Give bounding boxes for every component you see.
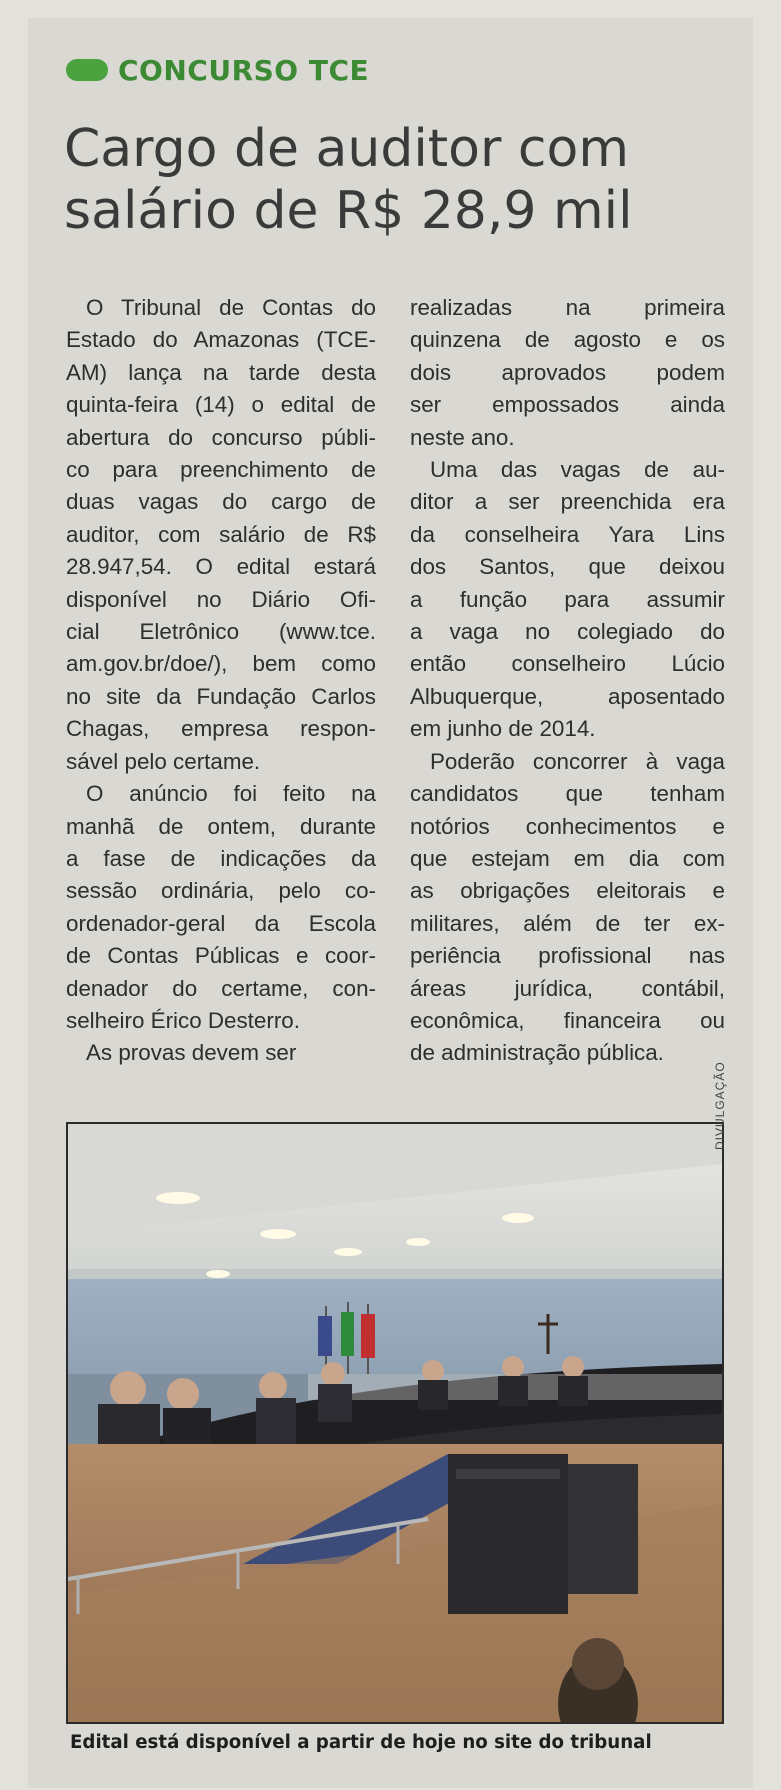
article-line: áreas jurídica, contábil, xyxy=(410,975,725,1001)
article-line: am.gov.br/doe/), bem como xyxy=(66,651,376,677)
article-line: notórios conhecimentos e xyxy=(410,813,725,839)
article-line: realizadas na primeira xyxy=(410,295,725,320)
article-line: no site da Fundação Carlos xyxy=(66,683,376,709)
headline xyxy=(64,118,734,242)
article-line: ditor a ser preenchida era xyxy=(410,489,725,515)
article-line: Uma das vagas de au- xyxy=(430,457,725,483)
article-line: sável pelo certame. xyxy=(66,748,261,774)
kicker-label: CONCURSO TCE xyxy=(118,53,370,87)
article-line: Albuquerque, aposentado xyxy=(410,683,725,709)
article-line: a vaga no colegiado do xyxy=(410,619,725,645)
article-line: denador do certame, con- xyxy=(66,975,376,1001)
article-line: que estejam em dia com xyxy=(410,845,725,871)
article-line: Estado do Amazonas (TCE- xyxy=(66,327,376,353)
article-line: quinzena de agosto e os xyxy=(410,327,725,353)
article-line: militares, além de ter ex- xyxy=(410,910,725,936)
kicker-pill-icon xyxy=(66,59,108,81)
article-line: selheiro Érico Desterro. xyxy=(66,1007,300,1033)
article-line: ser empossados ainda xyxy=(410,392,725,418)
photo-credit: DIVULGAÇÃO xyxy=(713,1061,727,1150)
article-line: então conselheiro Lúcio xyxy=(410,651,725,677)
article-line: neste ano. xyxy=(410,424,515,450)
article-column-right xyxy=(410,292,725,1070)
article-line: ordenador-geral da Escola xyxy=(66,910,376,936)
article-line: AM) lança na tarde desta xyxy=(66,359,376,385)
article-line: cial Eletrônico (www.tce. xyxy=(66,619,376,645)
article-line: sessão ordinária, pelo co- xyxy=(66,878,376,904)
article-line: As provas devem ser xyxy=(86,1040,297,1066)
article-column-left xyxy=(66,292,376,1070)
article-line: disponível no Diário Ofi- xyxy=(66,586,376,612)
article-line: dois aprovados podem xyxy=(410,359,725,385)
article-line: manhã de ontem, durante xyxy=(66,813,376,839)
headline-line-1: Cargo de auditor com xyxy=(64,119,629,179)
article-line: Chagas, empresa respon- xyxy=(66,716,376,742)
article-line: candidatos que tenham xyxy=(410,781,725,807)
photo-illustration xyxy=(68,1124,722,1722)
article-line: co para preenchimento de xyxy=(66,457,376,483)
article-line: O Tribunal de Contas do xyxy=(86,295,376,320)
article-line: dos Santos, que deixou xyxy=(410,554,725,580)
headline-line-2: salário de R$ 28,9 mil xyxy=(64,181,633,241)
section-kicker xyxy=(66,50,369,90)
photo-caption: Edital está disponível a partir de hoje no site do tribunal xyxy=(70,1732,652,1753)
article-line: as obrigações eleitorais e xyxy=(410,878,725,904)
article-line: econômica, financeira ou xyxy=(410,1007,725,1033)
article-line: de administração pública. xyxy=(410,1040,664,1066)
session-photo xyxy=(66,1122,724,1724)
article-line: da conselheira Yara Lins xyxy=(410,521,725,547)
article-line: auditor, com salário de R$ xyxy=(66,521,376,547)
article-line: duas vagas do cargo de xyxy=(66,489,376,515)
article-line: em junho de 2014. xyxy=(410,716,596,742)
article-line: abertura do concurso públi- xyxy=(66,424,376,450)
article-line: quinta-feira (14) o edital de xyxy=(66,392,376,418)
article-line: a fase de indicações da xyxy=(66,845,376,871)
article-line: Poderão concorrer à vaga xyxy=(430,748,725,774)
article-line: a função para assumir xyxy=(410,586,725,612)
article-line: periência profissional nas xyxy=(410,943,725,969)
article-line: de Contas Públicas e coor- xyxy=(66,943,376,969)
article-line: O anúncio foi feito na xyxy=(86,781,376,807)
article-line: 28.947,54. O edital estará xyxy=(66,554,376,580)
